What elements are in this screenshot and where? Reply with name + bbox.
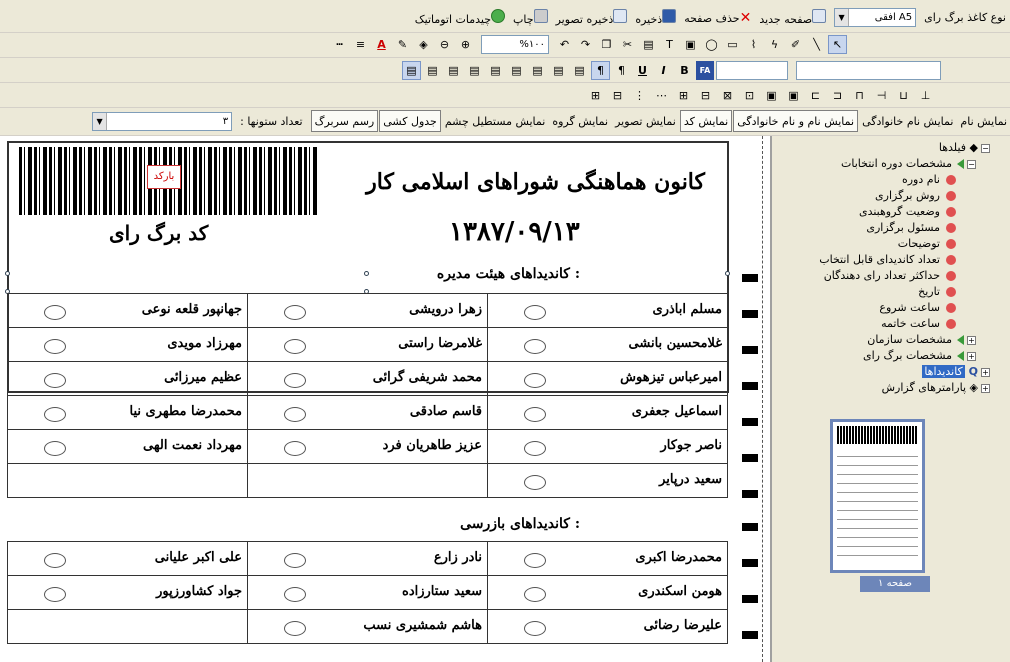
align-top-icon[interactable]: ⊓ (855, 89, 864, 102)
rtl-icon[interactable]: ¶ (618, 64, 625, 77)
save-image-button[interactable]: ذخیره تصویر (556, 9, 628, 26)
align-left-icon[interactable]: ⊏ (810, 89, 821, 102)
candidate-name: محمدرضا مطهری نیا (129, 404, 242, 419)
field-bullet-icon (946, 239, 956, 249)
picture-tool-icon[interactable]: ▣ (685, 38, 696, 51)
rect-tool-icon[interactable]: ▭ (727, 38, 738, 51)
candidate-cell (8, 396, 248, 430)
page-margin-line (762, 136, 763, 662)
tab-show-eye-rect[interactable]: نمایش مستطیل چشم (444, 114, 546, 128)
selection-handle[interactable] (725, 271, 730, 276)
vote-oval[interactable] (284, 553, 306, 568)
candidate-name: جهانپور قلعه نوعی (141, 302, 242, 317)
vote-oval[interactable] (284, 339, 306, 354)
candidate-cell (488, 576, 728, 610)
check-icon (491, 9, 505, 23)
candidate-name: امیرعباس تیزهوش (620, 370, 722, 385)
candidate-name: قاسم صادقی (409, 404, 482, 419)
vote-oval[interactable] (524, 373, 546, 388)
align-box-1-icon[interactable]: ▤ (402, 61, 421, 80)
columns-label: تعداد ستونها : (240, 114, 303, 128)
copy-icon[interactable]: ❐ (601, 38, 612, 51)
field-bullet-icon (946, 319, 956, 329)
candidate-name: محمد شریفی گرائی (372, 370, 482, 385)
timing-mark (742, 274, 758, 282)
tab-show-group[interactable]: نمایش گروه (552, 114, 609, 128)
table-row (8, 362, 728, 396)
tree-field-item[interactable]: ساعت خاتمه (780, 316, 956, 332)
image-icon (613, 9, 627, 23)
tab-table-lines[interactable]: جدول کشی (379, 110, 441, 132)
field-bullet-icon (946, 303, 956, 313)
vote-oval[interactable] (44, 407, 66, 422)
tree-field-item[interactable]: حداکثر تعداد رای دهندگان (780, 268, 956, 284)
tab-show-fullname[interactable]: نمایش نام و نام خانوادگی (733, 110, 858, 132)
timing-mark (742, 382, 758, 390)
vote-oval[interactable] (44, 339, 66, 354)
same-height-icon[interactable]: ⊟ (700, 89, 711, 102)
candidate-cell (248, 362, 488, 396)
candidate-cell (488, 464, 728, 498)
candidate-cell (488, 396, 728, 430)
paste-icon[interactable]: ▤ (643, 38, 654, 51)
line-style-icon[interactable]: ┅ (336, 38, 343, 51)
candidate-name: سعید ستارزاده (402, 584, 482, 599)
vote-oval[interactable] (524, 621, 546, 636)
tree-field-item[interactable]: تاریخ (780, 284, 956, 300)
line-width-icon[interactable]: ≡ (355, 38, 366, 51)
vote-oval[interactable] (524, 553, 546, 568)
candidate-cell (8, 464, 248, 498)
candidate-name: مهرداد نعمت الهی (143, 438, 242, 453)
new-page-button[interactable]: صفحه جدید (759, 9, 826, 26)
candidate-name: هومن اسکندری (638, 584, 722, 599)
tree-root[interactable]: −◆ فیلدها (938, 141, 989, 154)
align-box-7-icon[interactable]: ▤ (532, 64, 543, 77)
font-family-select[interactable] (796, 61, 941, 80)
candidate-name: مهرزاد مویدی (167, 336, 242, 351)
candidate-cell (488, 430, 728, 464)
save-button[interactable]: ذخیره (635, 9, 676, 26)
board-candidates-table (7, 293, 728, 498)
tab-show-image[interactable]: نمایش تصویر (615, 114, 676, 128)
zoom-out-icon[interactable]: ⊖ (439, 38, 450, 51)
center-v-icon[interactable]: ▣ (788, 89, 799, 102)
delete-icon: ✕ (739, 9, 752, 26)
table-row (8, 294, 728, 328)
candidate-cell (248, 464, 488, 498)
candidate-cell (248, 430, 488, 464)
field-bullet-icon (946, 191, 956, 201)
vote-oval[interactable] (284, 407, 306, 422)
timing-mark (742, 631, 758, 639)
params-icon: ◈ (966, 381, 978, 394)
zoom-select[interactable]: %۱۰۰ (481, 35, 549, 54)
page-thumbnail[interactable] (830, 419, 925, 573)
candidate-name: هاشم شمشیری نسب (363, 618, 482, 633)
timing-mark (742, 418, 758, 426)
thumbnail-label: صفحه ۱ (860, 576, 930, 592)
candidate-name: علی اکبر علیانی (154, 550, 242, 565)
tab-draw-header[interactable]: رسم سربرگ (311, 110, 379, 132)
pointer-tool-icon[interactable]: ↖ (828, 35, 847, 54)
candidate-name: جواد کشاورزپور (156, 584, 242, 599)
timing-mark (742, 595, 758, 603)
vote-oval[interactable] (284, 305, 306, 320)
distribute-h-icon[interactable]: ⊞ (590, 89, 601, 102)
fields-panel (770, 136, 1010, 662)
tree-field-item[interactable]: وضعیت گروهبندی (780, 204, 956, 220)
tree-field-item[interactable]: ساعت شروع (780, 300, 956, 316)
candidate-cell (248, 576, 488, 610)
timing-mark (742, 346, 758, 354)
vote-oval[interactable] (284, 441, 306, 456)
candidate-cell (488, 328, 728, 362)
tree-org-group[interactable]: +مشخصات سازمان (867, 333, 975, 346)
field-bullet-icon (946, 223, 956, 233)
center-h-icon[interactable]: ▣ (766, 89, 777, 102)
fields-tree (780, 140, 990, 396)
auto-layout-button[interactable]: چیدمات اتوماتیک (415, 9, 505, 26)
drawing-toolbar (0, 33, 1010, 58)
vote-oval[interactable] (524, 441, 546, 456)
table-row (8, 542, 728, 576)
ballot-canvas[interactable] (0, 136, 770, 662)
tree-candidates[interactable]: +Q کاندیداها (924, 365, 989, 378)
candidate-name: زهرا درویشی (409, 302, 482, 317)
align-right-icon[interactable]: ⊐ (832, 89, 843, 102)
vote-oval[interactable] (44, 305, 66, 320)
paper-type-select[interactable]: ▼ A5 افقی (834, 8, 916, 27)
format-toolbar (0, 58, 1010, 83)
ballot-date: ۱۳۸۷/۰۹/۱۳ (449, 217, 580, 247)
candidate-cell (8, 576, 248, 610)
candidate-cell (488, 542, 728, 576)
pen-tool-icon[interactable]: ✐ (790, 38, 801, 51)
ballot-title: کانون هماهنگی شوراهای اسلامی کار (366, 169, 705, 195)
chevron-down-icon: ▼ (93, 113, 107, 130)
tree-field-item[interactable]: روش برگزاری (780, 188, 956, 204)
fa-icon[interactable]: FA (696, 61, 714, 80)
inspector-candidates-table (7, 541, 728, 644)
font-color-icon[interactable]: A (377, 38, 386, 51)
candidate-name: عزیز طاهریان فرد (382, 438, 482, 453)
same-width-icon[interactable]: ⊞ (678, 89, 689, 102)
tab-show-code[interactable]: نمایش کد (680, 110, 732, 132)
ltr-icon[interactable]: ¶ (591, 61, 610, 80)
folder-icon: ◆ (966, 141, 978, 154)
redo-icon[interactable]: ↷ (580, 38, 591, 51)
vote-oval[interactable] (524, 587, 546, 602)
candidate-cell (8, 328, 248, 362)
underline-button[interactable]: U (638, 64, 647, 77)
query-icon: Q (964, 365, 978, 378)
layout-toolbar (0, 83, 1010, 108)
columns-select[interactable]: ▼ ۳ (92, 112, 232, 131)
candidate-name: نادر زارع (433, 550, 482, 565)
italic-button[interactable]: I (661, 64, 666, 77)
candidate-cell (248, 542, 488, 576)
timing-mark (742, 454, 758, 462)
period-fields (780, 172, 990, 332)
new-page-icon (812, 9, 826, 23)
field-bullet-icon (946, 271, 956, 281)
timing-mark (742, 310, 758, 318)
tree-ballot-group[interactable]: +مشخصات برگ رای (863, 349, 975, 362)
vote-oval[interactable] (524, 339, 546, 354)
same-size-icon[interactable]: ⊠ (722, 89, 733, 102)
align-box-4-icon[interactable]: ▤ (469, 64, 480, 77)
space-h-icon[interactable]: ⋮ (634, 89, 645, 102)
display-options-bar (0, 108, 1010, 136)
align-box-5-icon[interactable]: ▤ (490, 64, 501, 77)
triangle-icon (957, 335, 964, 345)
ellipse-tool-icon[interactable]: ◯ (705, 38, 718, 51)
paper-type-label: نوع کاغذ برگ رای (924, 11, 1006, 24)
candidate-name: محمدرضا اکبری (635, 550, 722, 565)
tab-show-name[interactable]: نمایش نام (960, 114, 1007, 128)
tree-field-item[interactable]: توضیحات (780, 236, 956, 252)
undo-icon[interactable]: ↶ (559, 38, 570, 51)
printer-icon (534, 9, 548, 23)
candidate-name: غلامحسین بانشی (628, 336, 722, 351)
table-row (8, 576, 728, 610)
candidate-cell (8, 542, 248, 576)
thumb-grid (837, 448, 918, 558)
vote-oval[interactable] (524, 475, 546, 490)
selection-handle[interactable] (5, 271, 10, 276)
candidate-name: علیرضا رضائی (643, 618, 722, 633)
main-toolbar (0, 0, 1010, 33)
align-box-2-icon[interactable]: ▤ (427, 64, 438, 77)
space-v-icon[interactable]: ⋯ (656, 89, 667, 102)
align-box-9-icon[interactable]: ▤ (574, 64, 585, 77)
candidate-name: اسماعیل جعفری (631, 404, 722, 419)
barcode-label: بارکد (147, 165, 181, 189)
spacing-icon[interactable]: ⊡ (744, 89, 755, 102)
chevron-down-icon: ▼ (835, 9, 849, 26)
thumb-barcode (837, 426, 918, 444)
candidate-cell (8, 294, 248, 328)
field-bullet-icon (946, 255, 956, 265)
cut-icon[interactable]: ✂ (622, 38, 633, 51)
tree-report-params[interactable]: +◈ پارامترهای گزارش (881, 381, 989, 394)
candidate-name: غلامرضا راستی (398, 336, 482, 351)
selection-handle[interactable] (364, 271, 369, 276)
print-button[interactable]: چاپ (513, 9, 548, 26)
timing-mark (742, 490, 758, 498)
fill-color-icon[interactable]: ◈ (419, 38, 428, 51)
distribute-v-icon[interactable]: ⊟ (612, 89, 623, 102)
triangle-icon (957, 351, 964, 361)
timing-mark (742, 559, 758, 567)
candidate-cell (248, 610, 488, 644)
candidate-cell (8, 610, 248, 644)
candidate-cell (8, 430, 248, 464)
vote-oval[interactable] (44, 441, 66, 456)
vote-oval[interactable] (44, 373, 66, 388)
tree-field-item[interactable]: تعداد کاندیدای قابل انتخاب (780, 252, 956, 268)
board-section-title: کاندیداهای هیئت مدیره : (436, 266, 580, 282)
align-box-8-icon[interactable]: ▤ (553, 64, 564, 77)
lightning-tool-icon[interactable]: ϟ (770, 38, 779, 51)
vote-oval[interactable] (284, 373, 306, 388)
candidate-cell (488, 610, 728, 644)
candidate-name: عظیم میرزائی (164, 370, 242, 385)
line-tool-icon[interactable]: ╲ (813, 38, 820, 51)
bold-button[interactable]: B (680, 64, 689, 77)
candidate-name: مسلم اباذری (652, 302, 722, 317)
vote-oval[interactable] (524, 305, 546, 320)
candidate-cell (8, 362, 248, 396)
align-box-3-icon[interactable]: ▤ (448, 64, 459, 77)
font-size-select[interactable] (716, 61, 788, 80)
field-bullet-icon (946, 175, 956, 185)
align-bottom-icon[interactable]: ⊔ (899, 89, 908, 102)
align-center-icon[interactable]: ⊥ (920, 89, 931, 102)
inspector-section-title: کاندیداهای بازرسی : (460, 516, 580, 532)
tree-field-item[interactable]: نام دوره (780, 172, 956, 188)
text-tool-icon[interactable]: T (666, 38, 673, 51)
table-row (8, 430, 728, 464)
highlight-icon[interactable]: ✎ (397, 38, 408, 51)
candidate-cell (488, 362, 728, 396)
vote-oval[interactable] (44, 553, 66, 568)
field-bullet-icon (946, 287, 956, 297)
candidate-cell (248, 328, 488, 362)
candidate-cell (248, 396, 488, 430)
vote-oval[interactable] (284, 621, 306, 636)
table-row (8, 464, 728, 498)
tree-field-item[interactable]: مسئول برگزاری (780, 220, 956, 236)
vote-oval[interactable] (44, 587, 66, 602)
zoom-in-icon[interactable]: ⊕ (460, 38, 471, 51)
polygon-tool-icon[interactable]: ⌇ (750, 38, 757, 51)
align-middle-icon[interactable]: ⊣ (876, 89, 887, 102)
candidate-cell (248, 294, 488, 328)
field-bullet-icon (946, 207, 956, 217)
candidate-name: ناصر جوکار (660, 438, 722, 453)
delete-page-button[interactable]: ✕حذف صفحه (684, 9, 752, 26)
vote-oval[interactable] (284, 587, 306, 602)
tree-period-group[interactable]: −مشخصات دوره انتخابات (841, 157, 975, 170)
table-row (8, 610, 728, 644)
vote-oval[interactable] (524, 407, 546, 422)
table-row (8, 328, 728, 362)
triangle-icon (957, 159, 964, 169)
save-icon (662, 9, 676, 23)
candidate-cell (488, 294, 728, 328)
align-box-6-icon[interactable]: ▤ (511, 64, 522, 77)
timing-mark (742, 523, 758, 531)
ballot-code-label: کد برگ رای (109, 221, 209, 245)
candidate-name: سعید درپایر (659, 472, 722, 487)
tab-show-family[interactable]: نمایش نام خانوادگی (862, 114, 954, 128)
table-row (8, 396, 728, 430)
